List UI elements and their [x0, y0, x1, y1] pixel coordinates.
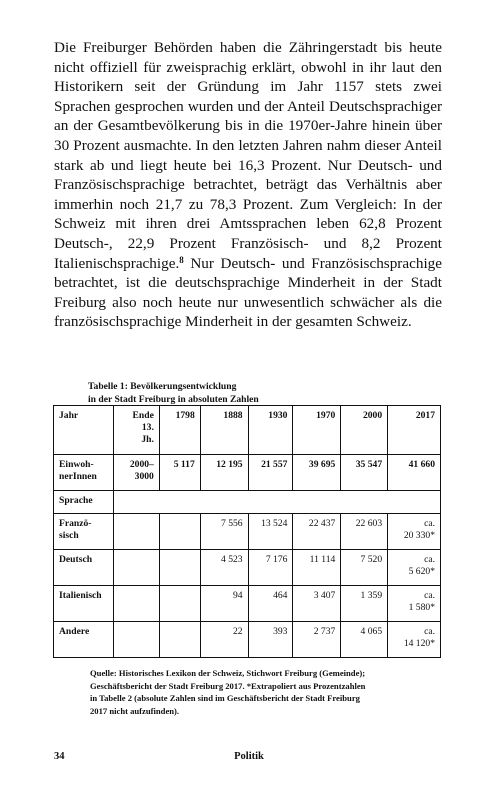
label-franzoesisch-line1: Franzö-	[59, 518, 92, 529]
cell-andere-ende	[113, 622, 159, 658]
cell-italienisch-2017-line2: 1 580*	[408, 602, 435, 613]
table-caption-line1: Tabelle 1: Bevölkerungsentwicklung	[88, 381, 237, 392]
paragraph-text	[54, 38, 442, 332]
table-caption-line2: in der Stadt Freiburg in absoluten Zahlen	[88, 394, 259, 405]
page-footer	[54, 751, 444, 765]
cell-andere-1798	[159, 622, 200, 658]
cell-einwohner-1930: 21 557	[248, 455, 293, 491]
cell-deutsch-2017-line1: ca.	[424, 554, 435, 565]
cell-andere-1930: 393	[248, 622, 293, 658]
label-franzoesisch-line2: sisch	[59, 530, 79, 541]
table-row-einwohner	[54, 455, 441, 491]
cell-deutsch-2000: 7 520	[341, 550, 388, 586]
table-row-sprache	[54, 491, 441, 514]
cell-italienisch-1798	[159, 586, 200, 622]
cell-einwohner-ende	[113, 455, 159, 491]
cell-deutsch-1798	[159, 550, 200, 586]
cell-franzoesisch-1888: 7 556	[200, 514, 248, 550]
source-note-line4: 2017 nicht aufzufinden).	[90, 705, 180, 716]
cell-italienisch-1970: 3 407	[293, 586, 341, 622]
population-table	[53, 405, 441, 658]
cell-deutsch-2017	[388, 550, 441, 586]
cell-andere-2017-line2: 14 120*	[403, 638, 435, 649]
cell-deutsch-2017-line2: 5 620*	[408, 566, 435, 577]
label-italienisch: Italienisch	[54, 586, 114, 622]
page-number: 34	[54, 751, 65, 762]
cell-andere-1888: 22	[200, 622, 248, 658]
header-2000: 2000	[341, 406, 388, 455]
cell-italienisch-1888: 94	[200, 586, 248, 622]
header-1888: 1888	[200, 406, 248, 455]
running-foot: Politik	[234, 751, 264, 762]
cell-franzoesisch-1930: 13 524	[248, 514, 293, 550]
cell-einwohner-2000: 35 547	[341, 455, 388, 491]
cell-einwohner-1970: 39 695	[293, 455, 341, 491]
table-row-franzoesisch	[54, 514, 441, 550]
label-einwohner-line2: nerInnen	[59, 471, 97, 482]
cell-italienisch-2000: 1 359	[341, 586, 388, 622]
paragraph-text-part2: Nur Deutsch- und Französischsprachige betrachtet, ist die deutschsprachige Minderheit in der Stadt Freiburg also noch heute nur unwesentlich schwächer als die französischsprachige Minderheit in der gesamten Schweiz.	[54, 254, 442, 331]
table-caption	[88, 380, 418, 406]
cell-franzoesisch-2017-line1: ca.	[424, 518, 435, 529]
cell-franzoesisch-1970: 22 437	[293, 514, 341, 550]
label-andere: Andere	[54, 622, 114, 658]
cell-franzoesisch-2017	[388, 514, 441, 550]
cell-deutsch-1970: 11 114	[293, 550, 341, 586]
label-einwohner	[54, 455, 114, 491]
table-row-italienisch	[54, 586, 441, 622]
cell-andere-2017	[388, 622, 441, 658]
cell-andere-2017-line1: ca.	[424, 626, 435, 637]
source-note-line2: Geschäftsbericht der Stadt Freiburg 2017. *Extrapoliert aus Prozentzahlen	[90, 680, 366, 691]
cell-andere-1970: 2 737	[293, 622, 341, 658]
cell-einwohner-2017: 41 660	[388, 455, 441, 491]
source-note	[90, 667, 435, 717]
header-1798: 1798	[159, 406, 200, 455]
body-paragraph	[54, 38, 442, 332]
footnote-reference[interactable]: 8	[179, 254, 184, 265]
source-note-line3: in Tabelle 2 (absolute Zahlen sind im Geschäftsbericht der Stadt Freiburg	[90, 693, 360, 703]
header-ende-line2: 13.	[141, 422, 154, 433]
cell-einwohner-ende-line2: 3000	[134, 471, 154, 482]
sprache-spacer	[113, 491, 440, 514]
cell-franzoesisch-2017-line2: 20 330*	[403, 530, 435, 541]
header-1970: 1970	[293, 406, 341, 455]
label-deutsch: Deutsch	[54, 550, 114, 586]
cell-franzoesisch-1798	[159, 514, 200, 550]
header-ende-line1: Ende	[132, 410, 154, 421]
header-ende-line3: Jh.	[141, 434, 154, 445]
cell-italienisch-2017	[388, 586, 441, 622]
label-einwohner-line1: Einwoh-	[59, 459, 94, 470]
header-1930: 1930	[248, 406, 293, 455]
cell-franzoesisch-ende	[113, 514, 159, 550]
cell-italienisch-2017-line1: ca.	[424, 590, 435, 601]
cell-deutsch-1888: 4 523	[200, 550, 248, 586]
cell-deutsch-ende	[113, 550, 159, 586]
cell-italienisch-ende	[113, 586, 159, 622]
cell-franzoesisch-2000: 22 603	[341, 514, 388, 550]
label-franzoesisch	[54, 514, 114, 550]
table-row-deutsch	[54, 550, 441, 586]
cell-einwohner-1798: 5 117	[159, 455, 200, 491]
table-row-andere	[54, 622, 441, 658]
cell-einwohner-ende-line1: 2000–	[129, 459, 154, 470]
header-ende-13-jh	[113, 406, 159, 455]
table-header-row	[54, 406, 441, 455]
label-sprache: Sprache	[54, 491, 114, 514]
cell-italienisch-1930: 464	[248, 586, 293, 622]
source-note-line1: Quelle: Historisches Lexikon der Schweiz, Stichwort Freiburg (Gemeinde);	[90, 668, 366, 678]
cell-deutsch-1930: 7 176	[248, 550, 293, 586]
cell-einwohner-1888: 12 195	[200, 455, 248, 491]
header-jahr: Jahr	[54, 406, 114, 455]
paragraph-text-part1: Die Freiburger Behörden haben die Zähringerstadt bis heute nicht offiziell für zweisprachig erklärt, obwohl in ihr laut den Historikern seit der Gründung im Jahr 1157 stets zwei Sprachen gesprochen wurden und der Anteil Deutschsprachiger an der Gesamtbevölkerung bis in die 1970er-Jahre hinein über 30 Prozent ausmachte. In den letzten Jahren nahm dieser Anteil stark ab und liegt heute bei 16,3 Prozent. Nur Deutsch- und Französischsprachige betrachtet, beträgt das Verhältnis aber immerhin noch 21,7 zu 78,3 Prozent. Zum Vergleich: In der Schweiz mit ihren drei Amtssprachen leben 62,8 Prozent Deutsch-, 22,9 Prozent Französisch- und 8,2 Prozent Italienischsprachige.	[54, 39, 442, 272]
cell-andere-2000: 4 065	[341, 622, 388, 658]
header-2017: 2017	[388, 406, 441, 455]
